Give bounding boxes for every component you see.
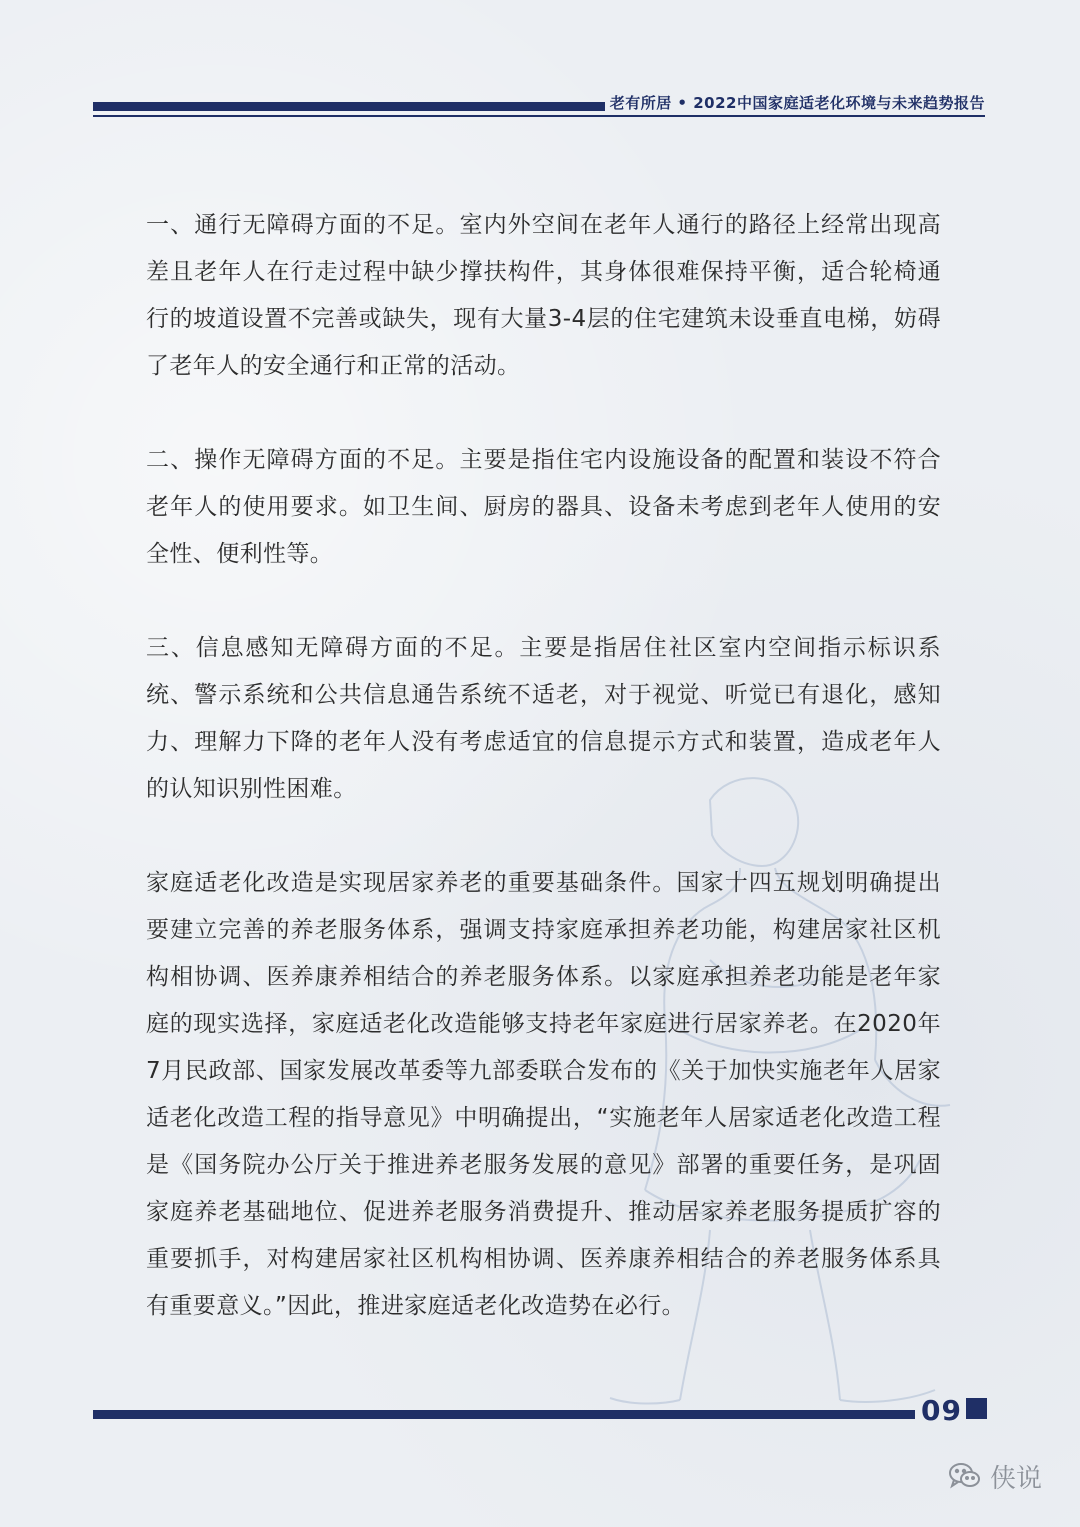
watermark-label: 侠说 <box>990 1463 1043 1494</box>
paragraph-operation-barriers: 二、操作无障碍方面的不足。主要是指住宅内设施设备的配置和装设不符合老年人的使用要求。如卫生间、厨房的器具、设备未考虑到老年人使用的安全性、便利性等。 <box>146 447 941 567</box>
header-rule <box>93 115 985 117</box>
page-number-marker <box>966 1398 987 1419</box>
header-accent-bar <box>93 102 605 111</box>
page-header <box>93 88 985 128</box>
wechat-icon <box>948 1461 982 1491</box>
paragraph-information-barriers: 三、信息感知无障碍方面的不足。主要是指居住社区室内空间指示标识系统、警示系统和公共信息通告系统不适老，对于视觉、听觉已有退化，感知力、理解力下降的老年人没有考虑适宜的信息提示方式和装置，造成老年人的认知识别性困难。 <box>146 635 941 802</box>
footer-accent-bar <box>93 1410 915 1419</box>
paragraph-traffic-barriers: 一、通行无障碍方面的不足。室内外空间在老年人通行的路径上经常出现高差且老年人在行走过程中缺少撑扶构件，其身体很难保持平衡，适合轮椅通行的坡道设置不完善或缺失，现有大量3-4层的住宅建筑未设垂直电梯，妨碍了老年人的安全通行和正常的活动。 <box>146 212 941 379</box>
page-footer <box>93 1394 988 1434</box>
paragraph-home-retrofit: 家庭适老化改造是实现居家养老的重要基础条件。国家十四五规划明确提出要建立完善的养老服务体系，强调支持家庭承担养老功能，构建居家社区机构相协调、医养康养相结合的养老服务体系。以家庭承担养老功能是老年家庭的现实选择，家庭适老化改造能够支持老年家庭进行居家养老。在2020年7月民政部、国家发展改革委等九部委联合发布的《关于加快实施老年人居家适老化改造工程的指导意见》中明确提出，“实施老年人居家适老化改造工程是《国务院办公厅关于推进养老服务发展的意见》部署的重要任务，是巩固家庭养老基础地位、促进养老服务消费提升、推动居家养老服务提质扩容的重要抓手，对构建居家社区机构相协调、医养康养相结合的养老服务体系具有重要意义。”因此，推进家庭适老化改造势在必行。 <box>146 870 941 1319</box>
wechat-watermark <box>948 1456 1042 1496</box>
report-body <box>146 202 941 1330</box>
page-number: 09 <box>921 1394 962 1427</box>
report-title: 老有所居 • 2022中国家庭适老化环境与未来趋势报告 <box>609 94 985 112</box>
